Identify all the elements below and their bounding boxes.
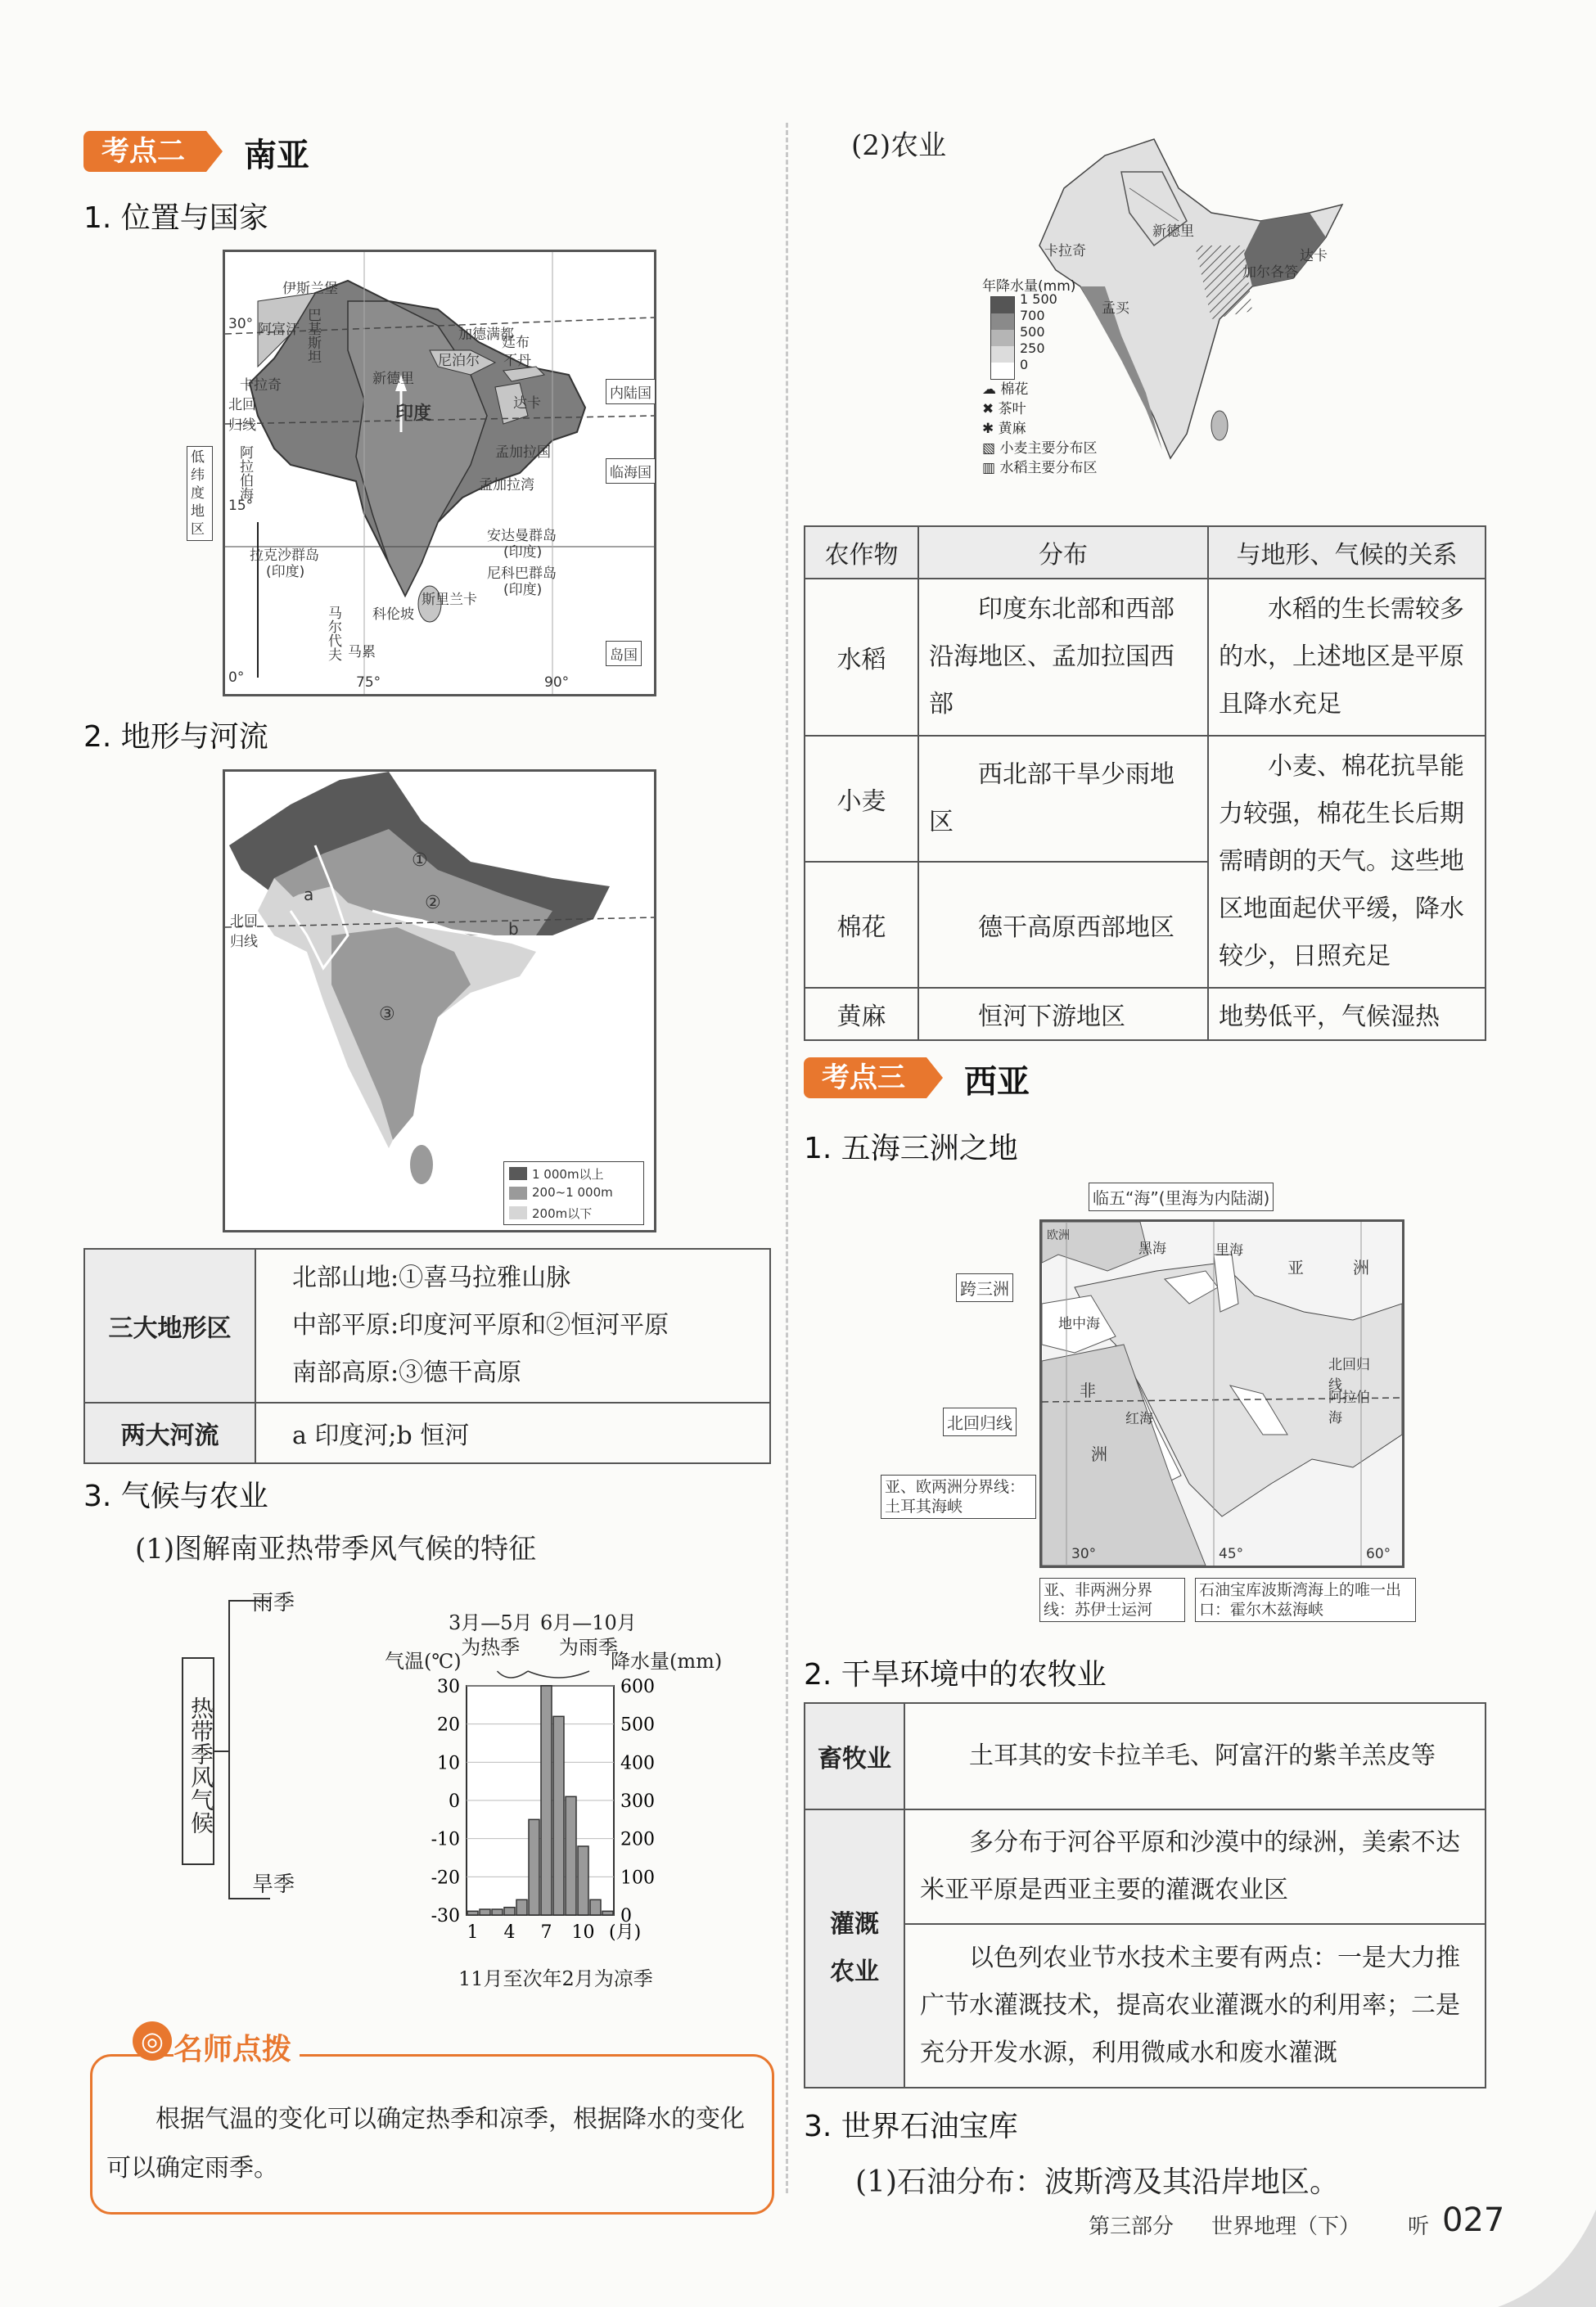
- map1-label-lakshadweep: 拉克沙群岛: [250, 547, 319, 564]
- crop-rice-dist: 印度东北部和西部沿海地区、孟加拉国西部: [918, 579, 1208, 736]
- terrain-table: [83, 1248, 771, 1464]
- map4-callout-five-seas: 临五“海”(里海为内陆湖): [1089, 1183, 1274, 1211]
- map1-deg-90: 90°: [544, 674, 570, 691]
- label-hot-season: 3月—5月 为热季: [449, 1611, 533, 1659]
- map4-label-black-sea: 黑海: [1138, 1241, 1166, 1257]
- terrain-head-rivers: 两大河流: [84, 1403, 255, 1463]
- map3-city-kolkata: 加尔各答: [1242, 264, 1298, 281]
- map4-deg-30: 30°: [1071, 1546, 1097, 1562]
- legend-cotton: 棉花: [1000, 381, 1029, 398]
- legend-level-250: 250: [1020, 340, 1045, 356]
- map1-deg-15: 15°: [228, 498, 254, 514]
- climate-chart: [385, 1661, 679, 1964]
- map-south-asia-terrain: [223, 769, 656, 1232]
- column-divider: [786, 123, 788, 2193]
- map1-label-bhutan: 不丹: [503, 353, 531, 369]
- map3-city-new-delhi: 新德里: [1152, 223, 1194, 240]
- precip-bar: [529, 1819, 539, 1915]
- jute-icon: ✱: [982, 421, 999, 437]
- map4-label-mediterranean: 地中海: [1058, 1316, 1100, 1332]
- ytick-right: 500: [620, 1714, 655, 1736]
- heading-five-seas: 1. 五海三洲之地: [804, 1132, 1018, 1165]
- map1-label-india: 印度: [395, 403, 432, 424]
- map2-mark-2: ②: [425, 893, 441, 913]
- ytick-right: 0: [620, 1906, 632, 1926]
- map-west-asia: [1039, 1219, 1404, 1568]
- map1-label-kathmandu: 加德满都: [458, 327, 514, 343]
- map1-label-tropic: 北回归线: [228, 397, 256, 434]
- map4-label-asia: 亚: [1287, 1258, 1304, 1277]
- map3-legend-levels: [1020, 291, 1057, 373]
- map1-label-bay-of-bengal: 孟加拉湾: [479, 477, 534, 493]
- heading-climate: 3. 气候与农业: [83, 1480, 268, 1513]
- terrain-head-regions: 三大地形区: [84, 1249, 255, 1403]
- legend-swatch-low: [509, 1206, 527, 1219]
- crop-jute-relation: 地势低平，气候湿热: [1208, 988, 1486, 1040]
- dry-irrigation-text-1: 多分布于河谷平原和沙漠中的绿洲，美索不达米亚平原是西亚主要的灌溉农业区: [904, 1809, 1486, 1924]
- xtick-unit: (月): [609, 1922, 642, 1943]
- dry-pastoral-text: 土耳其的安卡拉羊毛、阿富汗的紫羊羔皮等: [904, 1703, 1486, 1809]
- map1-label-nepal: 尼泊尔: [438, 353, 480, 369]
- map1-label-pakistan: 巴基斯坦: [304, 308, 321, 363]
- agri-heading: (2)农业: [851, 129, 947, 162]
- label-rainy: 雨季: [252, 1591, 295, 1615]
- wheat-area-icon: ▧: [982, 440, 1000, 457]
- map1-label-colombo: 科伦坡: [372, 606, 414, 623]
- crop-wheat-dist: 西北部干旱少雨地区: [918, 736, 1208, 862]
- terrain-regions-cell: [255, 1249, 770, 1403]
- section-tag-kaodian3: 考点三: [804, 1057, 926, 1098]
- map2-label-tropic: 北回归线: [230, 913, 258, 950]
- map1-label-nicobar: 尼科巴群岛: [487, 565, 557, 582]
- legend-label-low: 200m以下: [532, 1206, 593, 1221]
- map4-deg-45: 45°: [1219, 1546, 1244, 1562]
- crop-wheat: 小麦: [805, 736, 918, 862]
- map1-callout-island: 岛国: [606, 641, 642, 666]
- legend-rice-area: 水稻主要分布区: [999, 460, 1098, 476]
- terrain-line-plateau: 南部高原:③德干高原: [292, 1359, 522, 1387]
- ytick-right: 200: [620, 1829, 655, 1850]
- climate-side-label: 热带季风气候: [182, 1657, 214, 1865]
- map4-callout-tropic: 北回归线: [943, 1408, 1017, 1436]
- map3-legend-items: [982, 380, 1097, 478]
- terrain-line-plain: 中部平原:印度河平原和②恒河平原: [292, 1311, 670, 1340]
- dry-irrigation-text-2: 以色列农业节水技术主要有两点：一是大力推广节水灌溉技术，提高农业灌溉水的利用率；二是充分开发水源，利用微咸水和废水灌溉: [904, 1924, 1486, 2088]
- legend-tea: 茶叶: [998, 401, 1026, 417]
- precip-bar: [480, 1909, 490, 1915]
- legend-level-700: 700: [1020, 308, 1045, 323]
- ytick-left: -20: [431, 1868, 460, 1889]
- map1-label-dhaka: 达卡: [513, 395, 541, 412]
- tip-title: 名师点拨: [174, 2026, 300, 2068]
- map2-mark-3: ③: [379, 1004, 395, 1025]
- legend-label-high: 1 000m以上: [532, 1167, 604, 1182]
- map1-label-thimphu: 廷布: [502, 335, 530, 351]
- map1-label-islamabad: 伊斯兰堡: [282, 281, 338, 297]
- precip-bar: [516, 1899, 527, 1915]
- crop-table: [804, 525, 1486, 1041]
- map4-label-asia-zhou: 洲: [1353, 1258, 1369, 1277]
- rice-area-icon: ▥: [982, 460, 1000, 476]
- legend-swatch-mid: [509, 1187, 527, 1200]
- xtick: 4: [503, 1922, 516, 1943]
- precip-bar: [541, 1686, 552, 1915]
- legend-jute: 黄麻: [998, 421, 1026, 437]
- oil-text: (1)石油分布：波斯湾及其沿岸地区。: [855, 2165, 1339, 2199]
- crop-header-relation: 与地形、气候的关系: [1208, 526, 1486, 579]
- map4-label-africa-zhou: 洲: [1091, 1444, 1107, 1464]
- map4-callout-turkish-straits: 亚、欧两洲分界线：土耳其海峡: [881, 1475, 1036, 1519]
- climate-subheading: (1)图解南亚热带季风气候的特征: [135, 1533, 537, 1566]
- ytick-left: 0: [449, 1791, 460, 1812]
- map1-label-male: 马累: [348, 644, 376, 660]
- map3-legend-title: 年降水量(mm): [982, 278, 1076, 295]
- precip-bar: [553, 1716, 564, 1915]
- legend-level-0: 0: [1020, 357, 1029, 372]
- xtick: 1: [467, 1922, 479, 1943]
- map4-label-caspian: 里海: [1215, 1242, 1243, 1259]
- legend-swatch-high: [509, 1167, 527, 1180]
- ytick-right: 300: [620, 1791, 655, 1812]
- ylabel-left: 气温(℃): [385, 1650, 462, 1673]
- globe-icon: ◎: [133, 2021, 172, 2061]
- map3-city-dhaka: 达卡: [1300, 248, 1328, 264]
- map1-label-lakshadweep-india: (印度): [266, 564, 305, 580]
- map4-deg-60: 60°: [1366, 1546, 1391, 1562]
- footer-part: 第三部分: [1089, 2215, 1174, 2239]
- section-title-west-asia: 西亚: [964, 1063, 1030, 1101]
- crop-rice-relation: 水稻的生长需较多的水，上述地区是平原且降水充足: [1208, 579, 1486, 736]
- dry-agri-table: [804, 1702, 1486, 2088]
- precip-bar: [590, 1899, 601, 1915]
- precip-bar: [504, 1908, 515, 1915]
- ytick-left: 10: [437, 1753, 460, 1774]
- ytick-right: 100: [620, 1868, 655, 1889]
- ytick-left: 30: [437, 1677, 460, 1697]
- heading-terrain: 2. 地形与河流: [83, 720, 268, 754]
- crop-rice: 水稻: [805, 579, 918, 736]
- crop-header-crop: 农作物: [805, 526, 918, 579]
- legend-wheat-area: 小麦主要分布区: [999, 440, 1098, 457]
- page-number: 027: [1442, 2201, 1505, 2239]
- map1-callout-coastal: 临海国: [606, 458, 656, 484]
- ytick-right: 600: [620, 1677, 655, 1697]
- map1-callout-landlocked: 内陆国: [606, 379, 656, 404]
- precip-bar: [566, 1796, 576, 1915]
- map1-deg-75: 75°: [356, 674, 381, 691]
- map4-label-europe: 欧洲: [1047, 1229, 1070, 1242]
- precip-bar: [467, 1911, 478, 1915]
- crop-jute: 黄麻: [805, 988, 918, 1040]
- map-south-asia-location: [223, 250, 656, 696]
- wet-season-brace: [528, 1671, 589, 1678]
- terrain-rivers: a 印度河;b 恒河: [255, 1403, 770, 1463]
- map1-label-afghanistan: 阿富汗: [258, 322, 300, 338]
- heading-location: 1. 位置与国家: [83, 201, 268, 235]
- map4-label-tropic: 北回归线: [1328, 1357, 1370, 1394]
- map1-label-sri-lanka: 斯里兰卡: [422, 592, 477, 608]
- tea-icon: ✖: [982, 401, 999, 417]
- label-cool-season: 11月至次年2月为凉季: [458, 1967, 653, 1990]
- xtick: 10: [571, 1922, 595, 1943]
- footer-book: 世界地理（下）: [1211, 2215, 1361, 2239]
- map2-mark-b: b: [508, 919, 519, 939]
- map1-label-nicobar-india: (印度): [503, 582, 543, 598]
- legend-level-500: 500: [1020, 324, 1045, 340]
- map2-legend: [503, 1161, 644, 1225]
- section-tag-kaodian2: 考点二: [83, 131, 206, 172]
- ytick-right: 400: [620, 1753, 655, 1774]
- crop-cotton-dist: 德干高原西部地区: [918, 862, 1208, 988]
- section-title-south-asia: 南亚: [244, 137, 309, 174]
- ytick-left: -10: [431, 1829, 460, 1850]
- hot-season-brace: [498, 1671, 529, 1678]
- map1-callout-low-latitude: 低纬度地区: [187, 446, 213, 541]
- legend-label-mid: 200~1 000m: [532, 1185, 613, 1200]
- map4-callout-suez: 亚、非两洲分界线：苏伊士运河: [1039, 1578, 1185, 1622]
- map1-label-arabian-sea: 阿拉伯海: [237, 445, 253, 501]
- dry-head-pastoral: 畜牧业: [805, 1703, 904, 1809]
- map1-label-bangladesh: 孟加拉国: [495, 444, 551, 461]
- label-dry: 旱季: [252, 1872, 295, 1897]
- map4-label-africa: 非: [1080, 1381, 1096, 1400]
- map4-label-red-sea: 红海: [1125, 1411, 1153, 1427]
- heading-oil: 3. 世界石油宝库: [804, 2110, 1018, 2143]
- map1-label-new-delhi: 新德里: [372, 371, 414, 387]
- climate-bracket: [213, 1588, 286, 1915]
- footer-listen: 听: [1408, 2215, 1430, 2239]
- page-curl: [1498, 2210, 1596, 2307]
- map1-label-andaman-india: (印度): [503, 544, 543, 561]
- map2-mark-a: a: [304, 885, 314, 904]
- map1-deg-0: 0°: [228, 669, 245, 686]
- map3-city-karachi: 卡拉奇: [1044, 243, 1086, 259]
- map1-deg-30: 30°: [228, 316, 254, 332]
- map1-label-maldives: 马尔代夫: [325, 606, 341, 661]
- precip-bar: [492, 1909, 503, 1915]
- label-wet-season: 6月—10月 为雨季: [540, 1611, 637, 1659]
- map1-label-karachi: 卡拉奇: [240, 377, 282, 394]
- terrain-line-mountain: 北部山地:①喜马拉雅山脉: [292, 1264, 571, 1292]
- map4-label-arabian-sea: 阿拉伯海: [1328, 1390, 1370, 1426]
- tip-text: 根据气温的变化可以确定热季和凉季，根据降水的变化可以确定雨季。: [106, 2105, 745, 2183]
- ytick-left: -30: [431, 1906, 460, 1926]
- map4-callout-hormuz: 石油宝库波斯湾海上的唯一出口：霍尔木兹海峡: [1195, 1578, 1416, 1622]
- ytick-left: 20: [437, 1714, 460, 1736]
- map2-mark-1: ①: [412, 850, 428, 871]
- crop-cotton: 棉花: [805, 862, 918, 988]
- crop-header-dist: 分布: [918, 526, 1208, 579]
- precip-bar: [578, 1846, 588, 1915]
- map3-city-mumbai: 孟买: [1102, 300, 1129, 317]
- legend-level-1500: 1 500: [1020, 291, 1057, 307]
- map1-label-andaman: 安达曼群岛: [487, 528, 557, 544]
- map4-callout-three-continents: 跨三洲: [956, 1273, 1013, 1302]
- map3-legend-ramp: [990, 296, 1015, 380]
- heading-dry-agri: 2. 干旱环境中的农牧业: [804, 1658, 1107, 1692]
- ylabel-right: 降水量(mm): [611, 1650, 723, 1673]
- xtick: 7: [540, 1922, 552, 1943]
- precip-bar: [602, 1911, 613, 1915]
- crop-wheat-cotton-relation: 小麦、棉花抗旱能力较强，棉花生长后期需晴朗的天气。这些地区地面起伏平缓，降水较少，日照充足: [1208, 736, 1486, 988]
- crop-jute-dist: 恒河下游地区: [918, 988, 1208, 1040]
- cotton-icon: ☁: [982, 381, 1001, 398]
- dry-head-irrigation: 灌溉农业: [805, 1809, 904, 2088]
